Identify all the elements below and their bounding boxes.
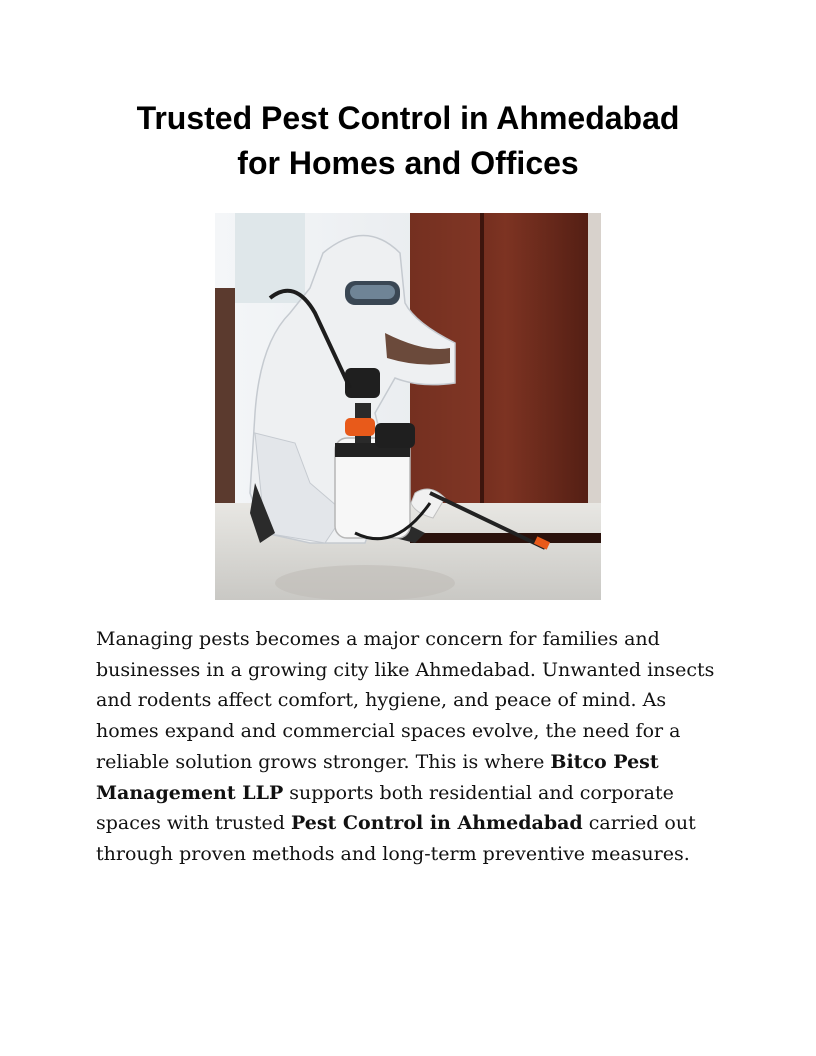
title-line-2: for Homes and Offices xyxy=(237,145,579,181)
company-name: Bitco Pest Management LLP xyxy=(96,750,659,804)
paragraph-text-1: Managing pests becomes a major concern for families and businesses in a growing city like Ahmedabad. Unwanted insects and rodents affect comfort, hygiene, and peace of mind. As homes expand and commercial spaces evolve, the need for a reliable solution grows stronger. This is where xyxy=(96,628,715,773)
intro-paragraph xyxy=(96,624,720,870)
paragraph-text-3: carried out through proven methods and long-term preventive measures. xyxy=(96,812,696,865)
pest-control-photo xyxy=(215,213,601,600)
paragraph-text-2: supports both residential and corporate spaces with trusted xyxy=(96,781,674,835)
service-keyword: Pest Control in Ahmedabad xyxy=(290,812,583,835)
page-title xyxy=(96,96,720,186)
title-line-1: Trusted Pest Control in Ahmedabad xyxy=(136,100,680,136)
